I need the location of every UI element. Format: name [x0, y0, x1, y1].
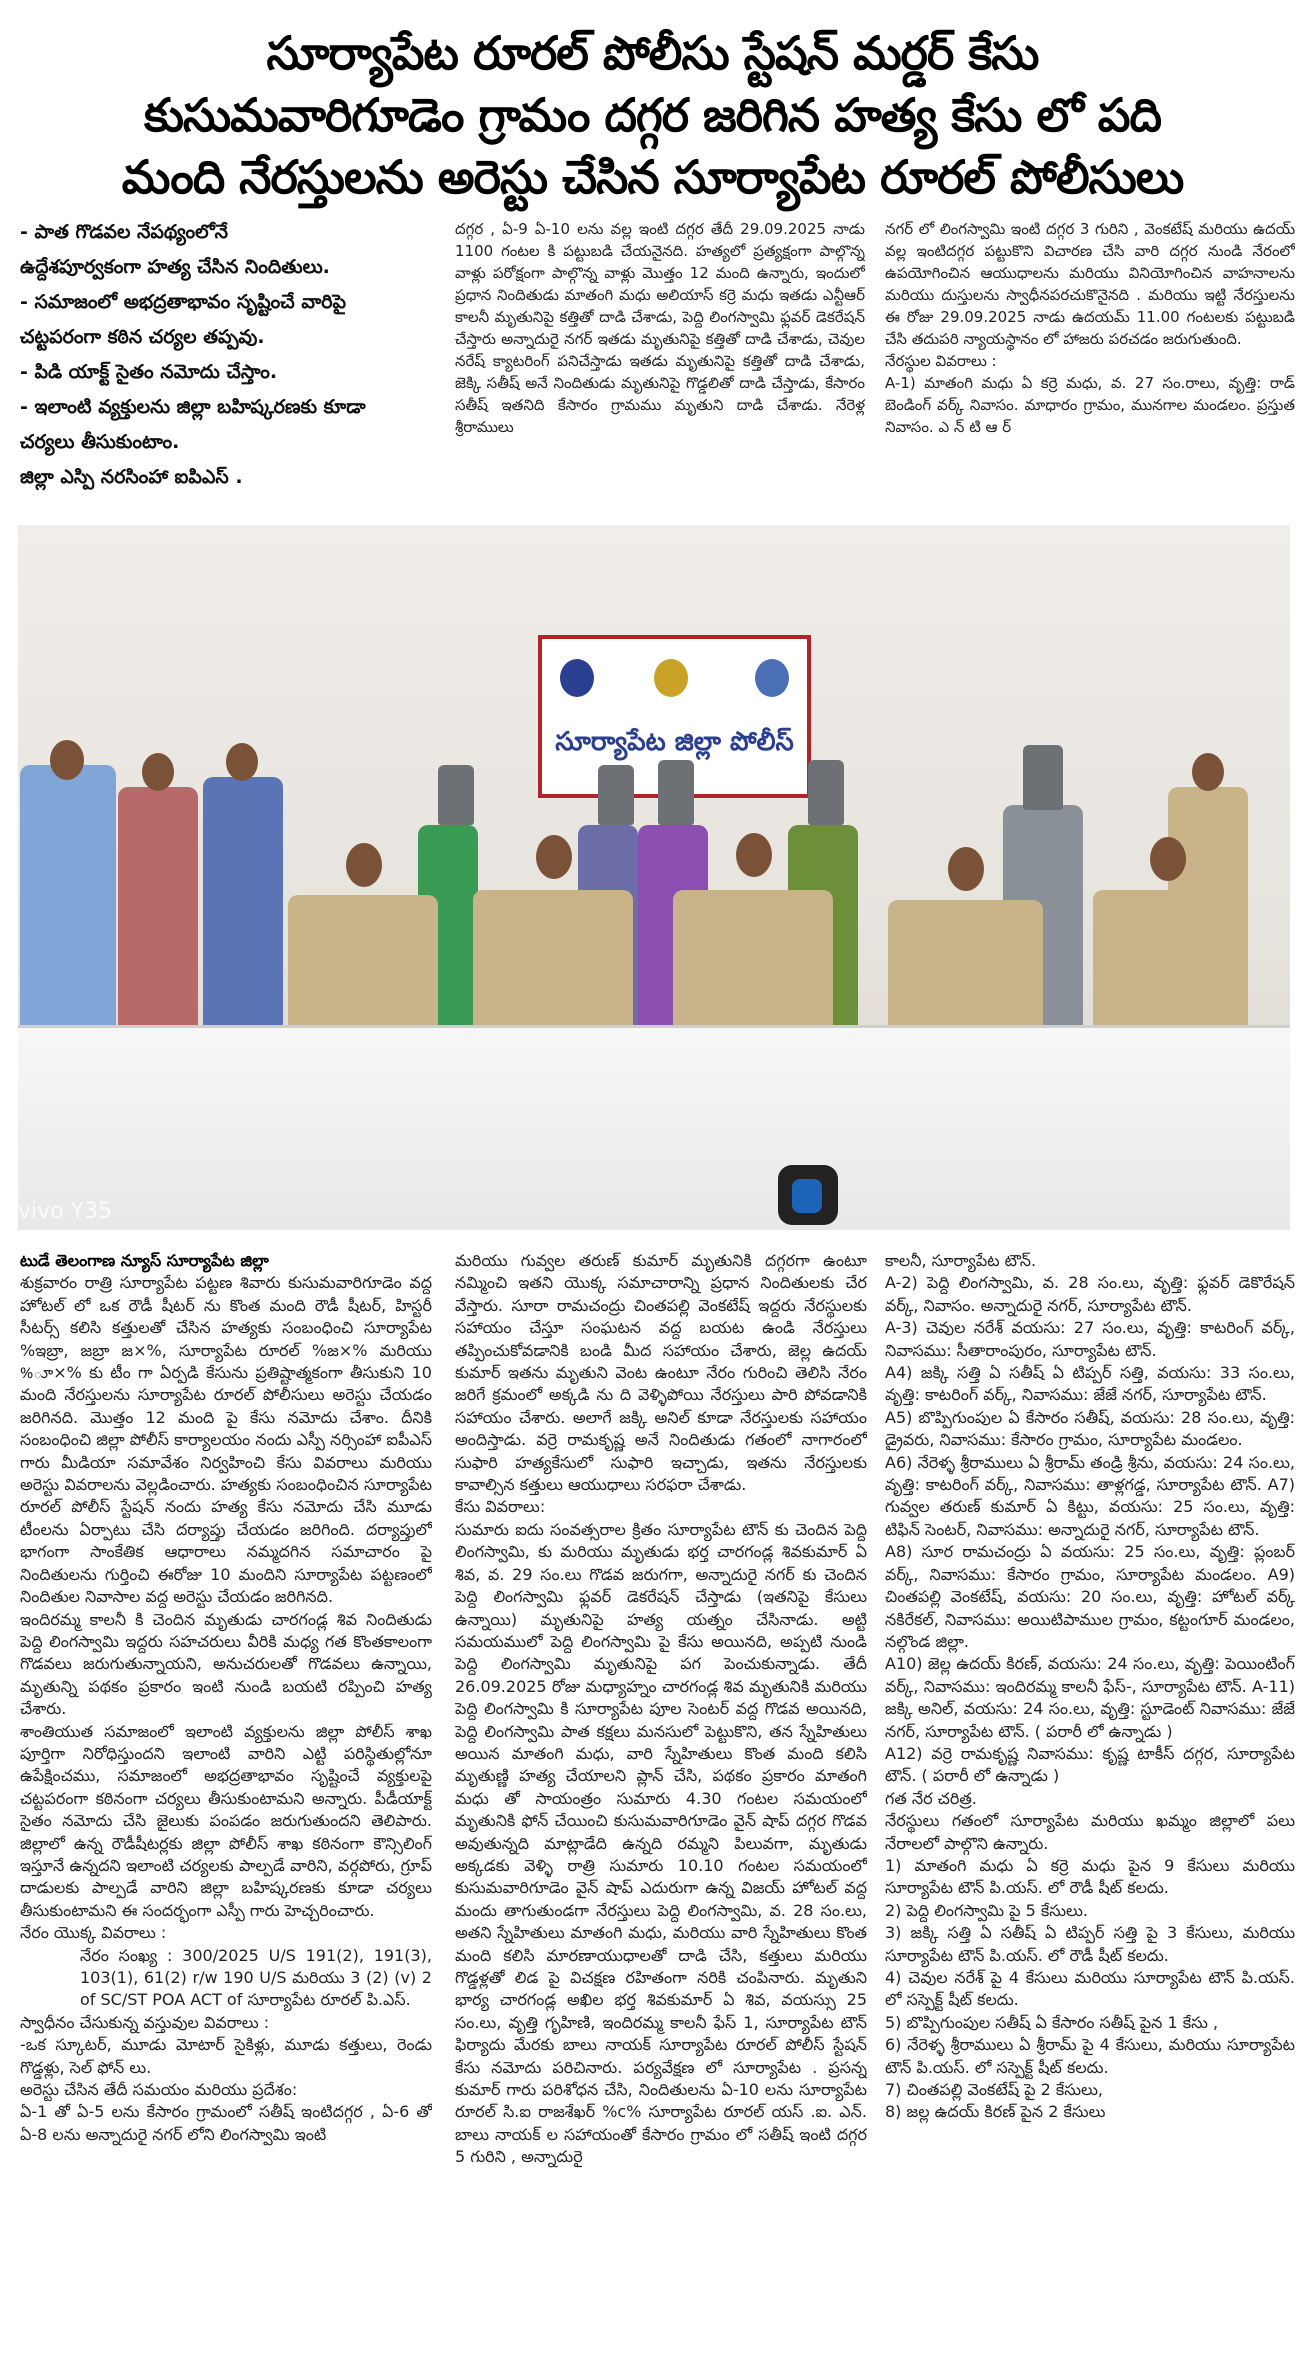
article-paragraph: శాంతియుత సమాజంలో ఇలాంటి వ్యక్తులను జిల్లా పోలీస్ శాఖ పూర్తిగా నిరోధిస్తుందని ఇలాంటి వారిని ఎట్టి పరిస్థితుల్లోనూ ఉపేక్షించము, సమాజంలో అభద్రతాభావం సృష్టించే వ్యక్తులపై చట్టపరంగా కఠినంగా చర్యలు తీసుకుంటామని అన్నారు. పీడీయాక్ట్ సైతం నమోదు చేసి జైలుకు పంపడం జరుగుతుందని తెలిపారు. జిల్లాలో ఉన్న రౌడీషీటర్లకు జిల్లా పోలీస్ శాఖ కఠినంగా కౌన్సిలింగ్ ఇస్తూనే ఉన్నదని ఇలాంటి చర్యలకు పాల్పడే వారిని, వర్గపోరు, గ్రూప్ దాడులకు పాల్పడే వారిని జిల్లా బహిష్కరణకు కూడా చర్యలు తీసుకుంటామని ఈ సందర్భంగా ఎస్పీ గారు హెచ్చరించారు. — [20, 1721, 432, 1920]
article-paragraph: స్వాధీనం చేసుకున్న వస్తువుల వివరాలు : — [20, 2012, 270, 2032]
highlight-line: - సమాజంలో అభద్రతాభావం సృష్టించే వారిపై — [20, 291, 347, 313]
highlights-box — [20, 215, 440, 495]
face-cover — [1023, 745, 1063, 810]
article-paragraph: దగ్గర , ఏ-9 ఏ-10 లను వల్ల ఇంటి దగ్గర తేదీ 29.09.2025 నాడు 1100 గంటల కి పట్టుబడి చేయనైనది. హత్యలో ప్రత్యక్షంగా పాల్గొన్న వాళ్లు పరోక్షంగా పాల్గొన్న వాళ్లు మొత్తం 12 మంది ఉన్నారు, ఇందులో ప్రధాన నిందితుడు మాతంగి మధు అలియాస్ కర్రె మధు ఇతడు ఎన్టీఆర్ కాలనీ మృతునిపై కత్తితో దాడి చేశాడు, పెద్ది లింగస్వామి ఫ్లవర్ డెకరేషన్ చేస్తారు అన్నాదురై నగర్ ఇతడు మృతునిపై కత్తితో దాడి చేశాడు, చెవుల నరేష్ క్యాటరింగ్ పనిచేస్తాడు ఇతడు మృతునిపై కత్తితో దాడి చేశాడు, జెక్కి సతీష్ అనే నిందితుడు మృతునిపై గొడ్డలితో దాడి చేస్తాడు, కేసారం సతీష్ ఇతనిది కేసారం గ్రామము మృతుని దాడి చేశాడు. నేరెళ్ల శ్రీరాములు — [455, 220, 865, 436]
officer-head — [736, 833, 772, 877]
headline-line-1: సూర్యాపేట రూరల్ పోలీసు స్టేషన్ మర్డర్ కేసు — [266, 26, 1039, 80]
article-paragraph: ఏ-1 తో ఏ-5 లను కేసారం గ్రామంలో సతీష్ ఇంటిదగ్గర , ఏ-6 తో ఏ-8 లను అన్నాదురై నగర్ లోని లింగస్వామి ఇంటి — [20, 2102, 432, 2144]
accused-entry: A6) నేరెళ్ళ శ్రీరాములు ఏ శ్రీరామ్ తండ్రి శ్రీను, వయసు: 24 సం.లు, వృత్తి: కాటరింగ్ వర్క్, నివాసము: తాళ్లగడ్డ, సూర్యాపేట టౌన్. A7) గువ్వల తరుణ్ కుమార్ ఏ కిట్టు, వయసు: 25 సం.లు, వృత్తి: టిఫిన్ సెంటర్, నివాసము: అన్నాదురై నగర్, సూర్యాపేట టౌన్. — [885, 1452, 1295, 1539]
person-head — [50, 740, 84, 780]
officer-head — [1150, 837, 1186, 881]
history-item: 4) చెవుల నరేశ్ పై 4 కేసులు మరియు సూర్యాపేట టౌన్ పి.యస్. లో సస్పెక్ట్ షీట్ కలదు. — [885, 1968, 1295, 2010]
history-item: 6) నేరెళ్ళ శ్రీరాములు ఏ శ్రీరామ్ పై 4 కేసులు, మరియు సూర్యాపేట టౌన్ పి.యస్. లో సస్పెక్ట్ షీట్ కలదు. — [885, 2035, 1295, 2077]
highlight-line: - పాత గొడవల నేపథ్యంలోనే — [20, 221, 228, 243]
headline — [0, 22, 1305, 208]
officer-head — [536, 835, 572, 879]
officer — [673, 890, 833, 1035]
highlight-line: - పిడి యాక్ట్ సైతం నమోదు చేస్తాం. — [20, 361, 278, 383]
bottom-column-2 — [455, 1250, 867, 2354]
person-head — [1192, 753, 1224, 791]
article-paragraph: నేరస్థుల వివరాలు : — [885, 352, 997, 370]
person-head — [142, 753, 174, 791]
article-paragraph: కేసు వివరాలు: — [455, 1497, 546, 1517]
highlight-line: జిల్లా ఎస్పి నరసింహా ఐపిఎస్ . — [20, 466, 243, 488]
article-paragraph: నేరస్థులు గతంలో సూర్యాపేట మరియు ఖమ్మం జిల్లాలో పలు నేరాలలో పాల్గొని ఉన్నారు. — [885, 1811, 1295, 1853]
accused-entry: A8) సూర రామచంద్రు ఏ వయసు: 25 సం.లు, వృత్తి: ప్లంబర్ వర్క్, నివాసము: కేసారం గ్రామం, సూర్యాపేట మండలం. A9) చింతపల్లి వెంకటేష్, వయసు: 20 సం.లు, వృత్తి: హోటల్ వర్క్ నకిరేకల్, నివాసము: అయిటిపాముల గ్రామం, కట్టంగూర్ మండలం, నల్గొండ జిల్లా. — [885, 1542, 1295, 1651]
accused-entry: A10) జెల్ల ఉదయ్ కిరణ్, వయసు: 24 సం.లు, వృత్తి: పెయింటింగ్ వర్క్, నివాసము: ఇందిరమ్మ కాలనీ ఫేస్-, సూర్యాపేట టౌన్. A-11) జక్కి అనిల్, వయసు: 24 సం.లు, వృత్తి: స్టూడెంట్ నివాసము: జేజే నగర్, సూర్యాపేట టౌన్. ( పరారీ లో ఉన్నాడు ) — [885, 1654, 1295, 1741]
bottom-column-1 — [20, 1250, 432, 2354]
history-item: 2) పెద్ది లింగస్వామి పై 5 కేసులు. — [885, 1900, 1088, 1920]
article-paragraph: A-1) మాతంగి మధు ఏ కర్రె మధు, వ. 27 సం.రాలు, వృత్తి: రాడ్ బెండింగ్ వర్క్ నివాసం. మాధారం గ్రామం, మునగాల మండలం. ప్రస్తుత నివాసం. ఎ న్ టి ఆ ర్ — [885, 374, 1295, 436]
officer-head — [346, 843, 382, 887]
history-item: 8) జల్ల ఉదయ్ కిరణ్ పైన 2 కేసులు — [885, 2102, 1106, 2122]
face-cover — [658, 760, 694, 825]
highlight-line: చట్టపరంగా కఠిన చర్యల తప్పవు. — [20, 326, 265, 348]
article-paragraph: నేరం యొక్క వివరాలు : — [20, 1923, 167, 1943]
officer — [288, 895, 438, 1035]
history-item: 7) చింతపల్లి వెంకటేష్ పై 2 కేసులు, — [885, 2080, 1104, 2100]
accused-entry: A-2) పెద్ది లింగస్వామి, వ. 28 సం.లు, వృత్తి: ఫ్లవర్ డెకొరేషన్ వర్క్, నివాసం. అన్నాదురై నగర్, సూర్యాపేట టౌన్. — [885, 1273, 1295, 1315]
press-table — [18, 1025, 1290, 1230]
press-meet-photo — [18, 525, 1290, 1230]
highlight-line: చర్యలు తీసుకుంటాం. — [20, 431, 180, 453]
highlight-line: ఉద్దేశపూర్వకంగా హత్య చేసిన నిందితులు. — [20, 256, 330, 278]
history-item: 1) మాతంగి మధు ఏ కర్రె మధు పైన 9 కేసులు మరియు సూర్యాపేట టౌన్ పి.యస్. లో రౌడీ షీట్ కలదు. — [885, 1855, 1295, 1898]
article-paragraph: సుమారు ఐదు సంవత్సరాల క్రితం సూర్యాపేట టౌన్ కు చెందిన పెద్ది లింగస్వామి, కు మరియు మృతుడు భర్త చారగండ్ల శివకుమార్ ఏ శివ, వ. 29 సం.లు గొడవ జరుగగా, అన్నాదురై నగర్ కు చెందిన పెద్ది లింగస్వామి ఫ్లవర్ డెకరేషన్ చేస్తాడు (ఇతనిపై కేసులు ఉన్నాయి) మృతునిపై హత్య యత్నం చేసినాడు. అట్టి సమయములో పెద్ది లింగస్వామి పై కేసు అయినది, అప్పటి నుండి పెద్ది లింగస్వామి మృతునిపై పగ పెంచుకున్నాడు. తేదీ 26.09.2025 రోజు మధ్యాహ్నం చారగండ్ల శివ మృతునికి మరియు పెద్ది లింగస్వామి కి సూర్యాపేట పూల సెంటర్ వద్ద గొడవ అయినది, పెద్ది లింగస్వామి పాత కక్షలు మనసులో పెట్టుకొని, తన స్నేహితులు అయిన మాతంగి మధు, వారి స్నేహితులు కొంత మంది కలిసి మృతుణ్ణి హత్య చేయాలని ప్లాన్ చేసి, పథకం ప్రకారం మాతంగి మధు తో సాయంత్రం సుమారు 4.30 గంటల సమయంలో మృతునికి ఫోన్ చేయించి కుసుమవారిగూడెం వైన్ షాప్ దగ్గర గొడవ అవుతున్నది మాట్లాడేది ఉన్నది రమ్మని పిలువగా, మృతుడు అక్కడకు వెళ్ళి రాత్రి సుమారు 10.10 గంటల సమయంలో కుసుమవారిగూడెం వైన్ షాప్ ఎదురుగా ఉన్న విజయ్ హోటల్ వద్ద మందు తాగుతుండగా నేరస్తులు పెద్ది లింగస్వామి, వ. 28 సం.లు, అతని స్నేహితులు మాతంగి మధు, మరియు వారి స్నేహితులు కొంత మంది కలిసి మారణాయుధాలతో దాడి చేసి, కత్తులు మరియు గొడ్డళ్లతో లిడ పై విచక్షణ రహితంగా నరికి చంపినారు. మృతుని భార్య చారగండ్ల అఖిల భర్త శివకుమార్ ఏ శివ, వయస్సు 25 సం.లు, వృత్తి గృహిణి, ఇందిరమ్మ కాలనీ ఫేస్ 1, సూర్యాపేట టౌన్ ఫిర్యాదు మేరకు బాలు నాయక్ సూర్యాపేట రూరల్ పోలీస్ స్టేషన్ కేసు నమోదు పరిచినారు. పర్యవేక్షణ లో సూర్యాపేట . ప్రసన్న కుమార్ గారు పరిశోధన చేసి, నిందితులను ఏ-10 లను సూర్యాపేట రూరల్ సి.ఐ రాజశేఖర్ %c% సూర్యాపేట రూరల్ యస్ .ఐ. ఎన్. బాలు నాయక్ ల సహాయంతో కేసారం గ్రామం లో సతీష్ ఇంటి దగ్గర 5 గురిని , అన్నాదురై — [455, 1519, 867, 2167]
headline-line-2: కుసుమవారిగూడెం గ్రామం దగ్గర జరిగిన హత్య కేసు లో పది — [143, 88, 1161, 142]
person — [20, 765, 116, 1065]
highlight-line: - ఇలాంటి వ్యక్తులను జిల్లా బహిష్కరణకు కూడా — [20, 396, 366, 418]
face-cover — [808, 760, 844, 825]
officer — [888, 900, 1043, 1035]
dateline: టుడే తెలంగాణ న్యూస్ సూర్యాపేట జిల్లా — [20, 1251, 269, 1270]
top-column-2 — [455, 218, 865, 508]
accused-entry: A5) బొప్పిగుంపుల ఏ కేసారం సతీష్, వయసు: 28 సం.లు, వృత్తి: డ్రైవరు, నివాసము: కేసారం గ్రామం, సూర్యాపేట మండలం. — [885, 1407, 1295, 1450]
accused-entry: కాలనీ, సూర్యాపేట టౌన్. — [885, 1251, 1037, 1270]
face-cover — [438, 765, 474, 825]
article-paragraph: నగర్ లో లింగస్వామి ఇంటి దగ్గర 3 గురిని , వెంకటేష్ మరియు ఉదయ్ వల్ల ఇంటిదగ్గర పట్టుకొని విచారణ చేసి వారి దగ్గర నుండి నేరంలో ఉపయోగించిన ఆయుధాలను మరియు వినియోగించిన వాహనాలను మరియు దుస్తులను స్వాధీనపరచుకొనైనది . మరియు ఇట్టి నేరస్తులను ఈ రోజు 29.09.2025 నాడు ఉదయమ్ 11.00 గంటలకు పట్టుబడి చేసి తదుపరి న్యాయస్థానం లో హాజరు పరచడం జరుగుతుంది. — [885, 220, 1295, 348]
bottom-column-3 — [885, 1250, 1295, 2354]
accused-entry: A4) జక్కి సత్తి ఏ సతీష్ ఏ టిప్పర్ సత్తి, వయసు: 33 సం.లు, వృత్తి: కాటరింగ్ వర్క్, నివాసము: జేజే నగర్, సూర్యాపేట టౌన్. — [885, 1363, 1295, 1405]
article-paragraph: మరియు గువ్వల తరుణ్ కుమార్ మృతునికి దగ్గరగా ఉంటూ నమ్మించి ఇతని యొక్క సమాచారాన్ని ప్రధాన నిందితులకు చేర వేస్తారు. సూరా రామచంద్రు చింతపల్లి వెంకటేష్ ఇద్దరు నేరస్థులకు సహాయం చేస్తూ సంఘటన వద్ద బయట ఉండి నేరస్తులు తప్పించుకోవడానికి బండి మీద సహాయం చేశారు, జెల్ల ఉదయ్ కుమార్ ఇతను మృతుని వెంట ఉంటూ నేరం గురించి తెలిసి నేరం జరిగే క్రమంలో అక్కడి ను ది వెళ్ళిపోయి నేరస్తులు పారి పోవడానికి సహాయం చేశారు. అలాగే జక్కి అనిల్ కూడా నేరస్తులకు సహాయం అందిస్తాడు. వర్రె రామకృష్ణ అనే నిందితుడు గతంలో నాగారంలో సుఫారి హత్యకేసులో సుఫారి ఇచ్చాడు, ఇతను నేరస్తులకు కావాల్సిన కత్తులు ఆయుధాలు సరఫరా చేశాడు. — [455, 1251, 867, 1495]
accused-entry: A12) వర్రె రామకృష్ణ నివాసము: కృష్ణ టాకీస్ దగ్గర, సూర్యాపేట టౌన్. ( పరారీ లో ఉన్నాడు ) — [885, 1743, 1295, 1786]
banner-text: సూర్యాపేట జిల్లా పోలీస్ — [555, 727, 794, 757]
article-paragraph: -ఒక స్కూటర్, మూడు మోటార్ సైకిళ్లు, మూడు కత్తులు, రెండు గొడ్డళ్లు, సెల్ ఫోన్ లు. — [20, 2035, 432, 2077]
article-paragraph: శుక్రవారం రాత్రి సూర్యాపేట పట్టణ శివారు కుసుమవారిగూడెం వద్ద హోటల్ లో ఒక రౌడీ షీటర్ ను కొంత మంది రౌడీ షీటర్, హిస్టరీ సీటర్స్ కలిసి కత్తులతో చేసిన హత్యకు సంబంధించి సూర్యాపేట %ఇబ్రా, జబ్రా జ×%, సూర్యాపేట రూరల్ %జ×% మరియు %ూ×% కు టీం గా ఏర్పడి కేసును ప్రతిష్టాత్మకంగా తీసుకుని 10 మంది నేరస్తులను సూర్యాపేట రూరల్ పోలీసులు అరెస్టు చేయడం జరిగినది. మొత్తం 12 మంది పై కేసు నమోదు చేశాం. దీనికి సంబంధించి జిల్లా పోలీస్ కార్యాలయం నందు ఎస్పీ నర్సింహా ఐపీఎస్ గారు మీడియా సమావేశం నిర్వహించి కేసు వివరాలు మరియు అరెస్టు వివరాలను వెల్లడించారు. హత్యకు సంబంధించిన సూర్యాపేట రూరల్ పోలీస్ స్టేషన్ నందు హత్య కేసు నమోదు చేసి మూడు టీంలను ఏర్పాటు చేసి దర్యాప్తు చేయడం జరిగింది. దర్యాప్తులో భాగంగా సాంకేతిక ఆధారాలు నమ్మదగిన సమాచారం పై నిందితులను గుర్తించి ఈరోజు 10 మందిని సూర్యాపేట పట్టణంలో నిందితుల నివాసాల వద్ద అరెస్టు చేయడం జరిగినది. — [20, 1273, 432, 1607]
state-emblem-icon — [654, 659, 688, 697]
police-logo-icon — [560, 659, 594, 697]
person-head — [226, 743, 258, 781]
officer — [473, 890, 633, 1035]
top-column-3 — [885, 218, 1295, 508]
person — [203, 777, 283, 1067]
section-heading: గత నేర చరిత్ర. — [885, 1788, 977, 1808]
helmet-bag — [778, 1165, 838, 1225]
officer-head — [948, 847, 984, 891]
history-item: 3) జక్కి సత్తి ఏ సతీష్ ఏ టిప్పర్ సత్తి పై 3 కేసులు, మరియు సూర్యాపేట టౌన్ పి.యస్. లో రౌడీ షీట్ కలదు. — [885, 1923, 1295, 1965]
accused-entry: A-3) చెవుల నరేశ్ వయసు: 27 సం.లు, వృత్తి: కాటరింగ్ వర్క్, నివాసము: సీతారాంపురం, సూర్యాపేట టౌన్. — [885, 1318, 1295, 1360]
face-cover — [598, 765, 634, 825]
article-paragraph: ఇందిరమ్మ కాలనీ కి చెందిన మృతుడు చారగండ్ల శివ నిందితుడు పెద్ది లింగస్వామి ఇద్దరు సహచరులు వీరికి మధ్య గత కొంతకాలంగా గొడవలు జరుగుతున్నాయని, అనుచరులతో గొడవలు ఉన్నాయి, మృతున్ని పథకం ప్రకారం ఇంటి నుండి బయటి రప్పించి హత్య చేశారు. — [20, 1609, 432, 1719]
officer — [1093, 890, 1243, 1035]
district-logo-icon — [755, 659, 789, 697]
camera-watermark: vivo Y35 — [18, 1199, 113, 1224]
article-paragraph: నేరం సంఖ్య : 300/2025 U/S 191(2), 191(3), 103(1), 61(2) r/w 190 U/S మరియు 3 (2) (v) 2 of SC/ST POA ACT of సూర్యాపేట రూరల్ పి.ఎస్. — [80, 1945, 432, 2010]
headline-line-3: మంది నేరస్తులను అరెస్టు చేసిన సూర్యాపేట రూరల్ పోలీసులు — [121, 150, 1184, 204]
history-item: 5) బొప్పిగుంపుల సతీష్ ఏ కేసారం సతీష్ పైన 1 కేసు , — [885, 2012, 1219, 2032]
article-paragraph: అరెస్టు చేసిన తేదీ సమయం మరియు ప్రదేశం: — [20, 2080, 298, 2100]
